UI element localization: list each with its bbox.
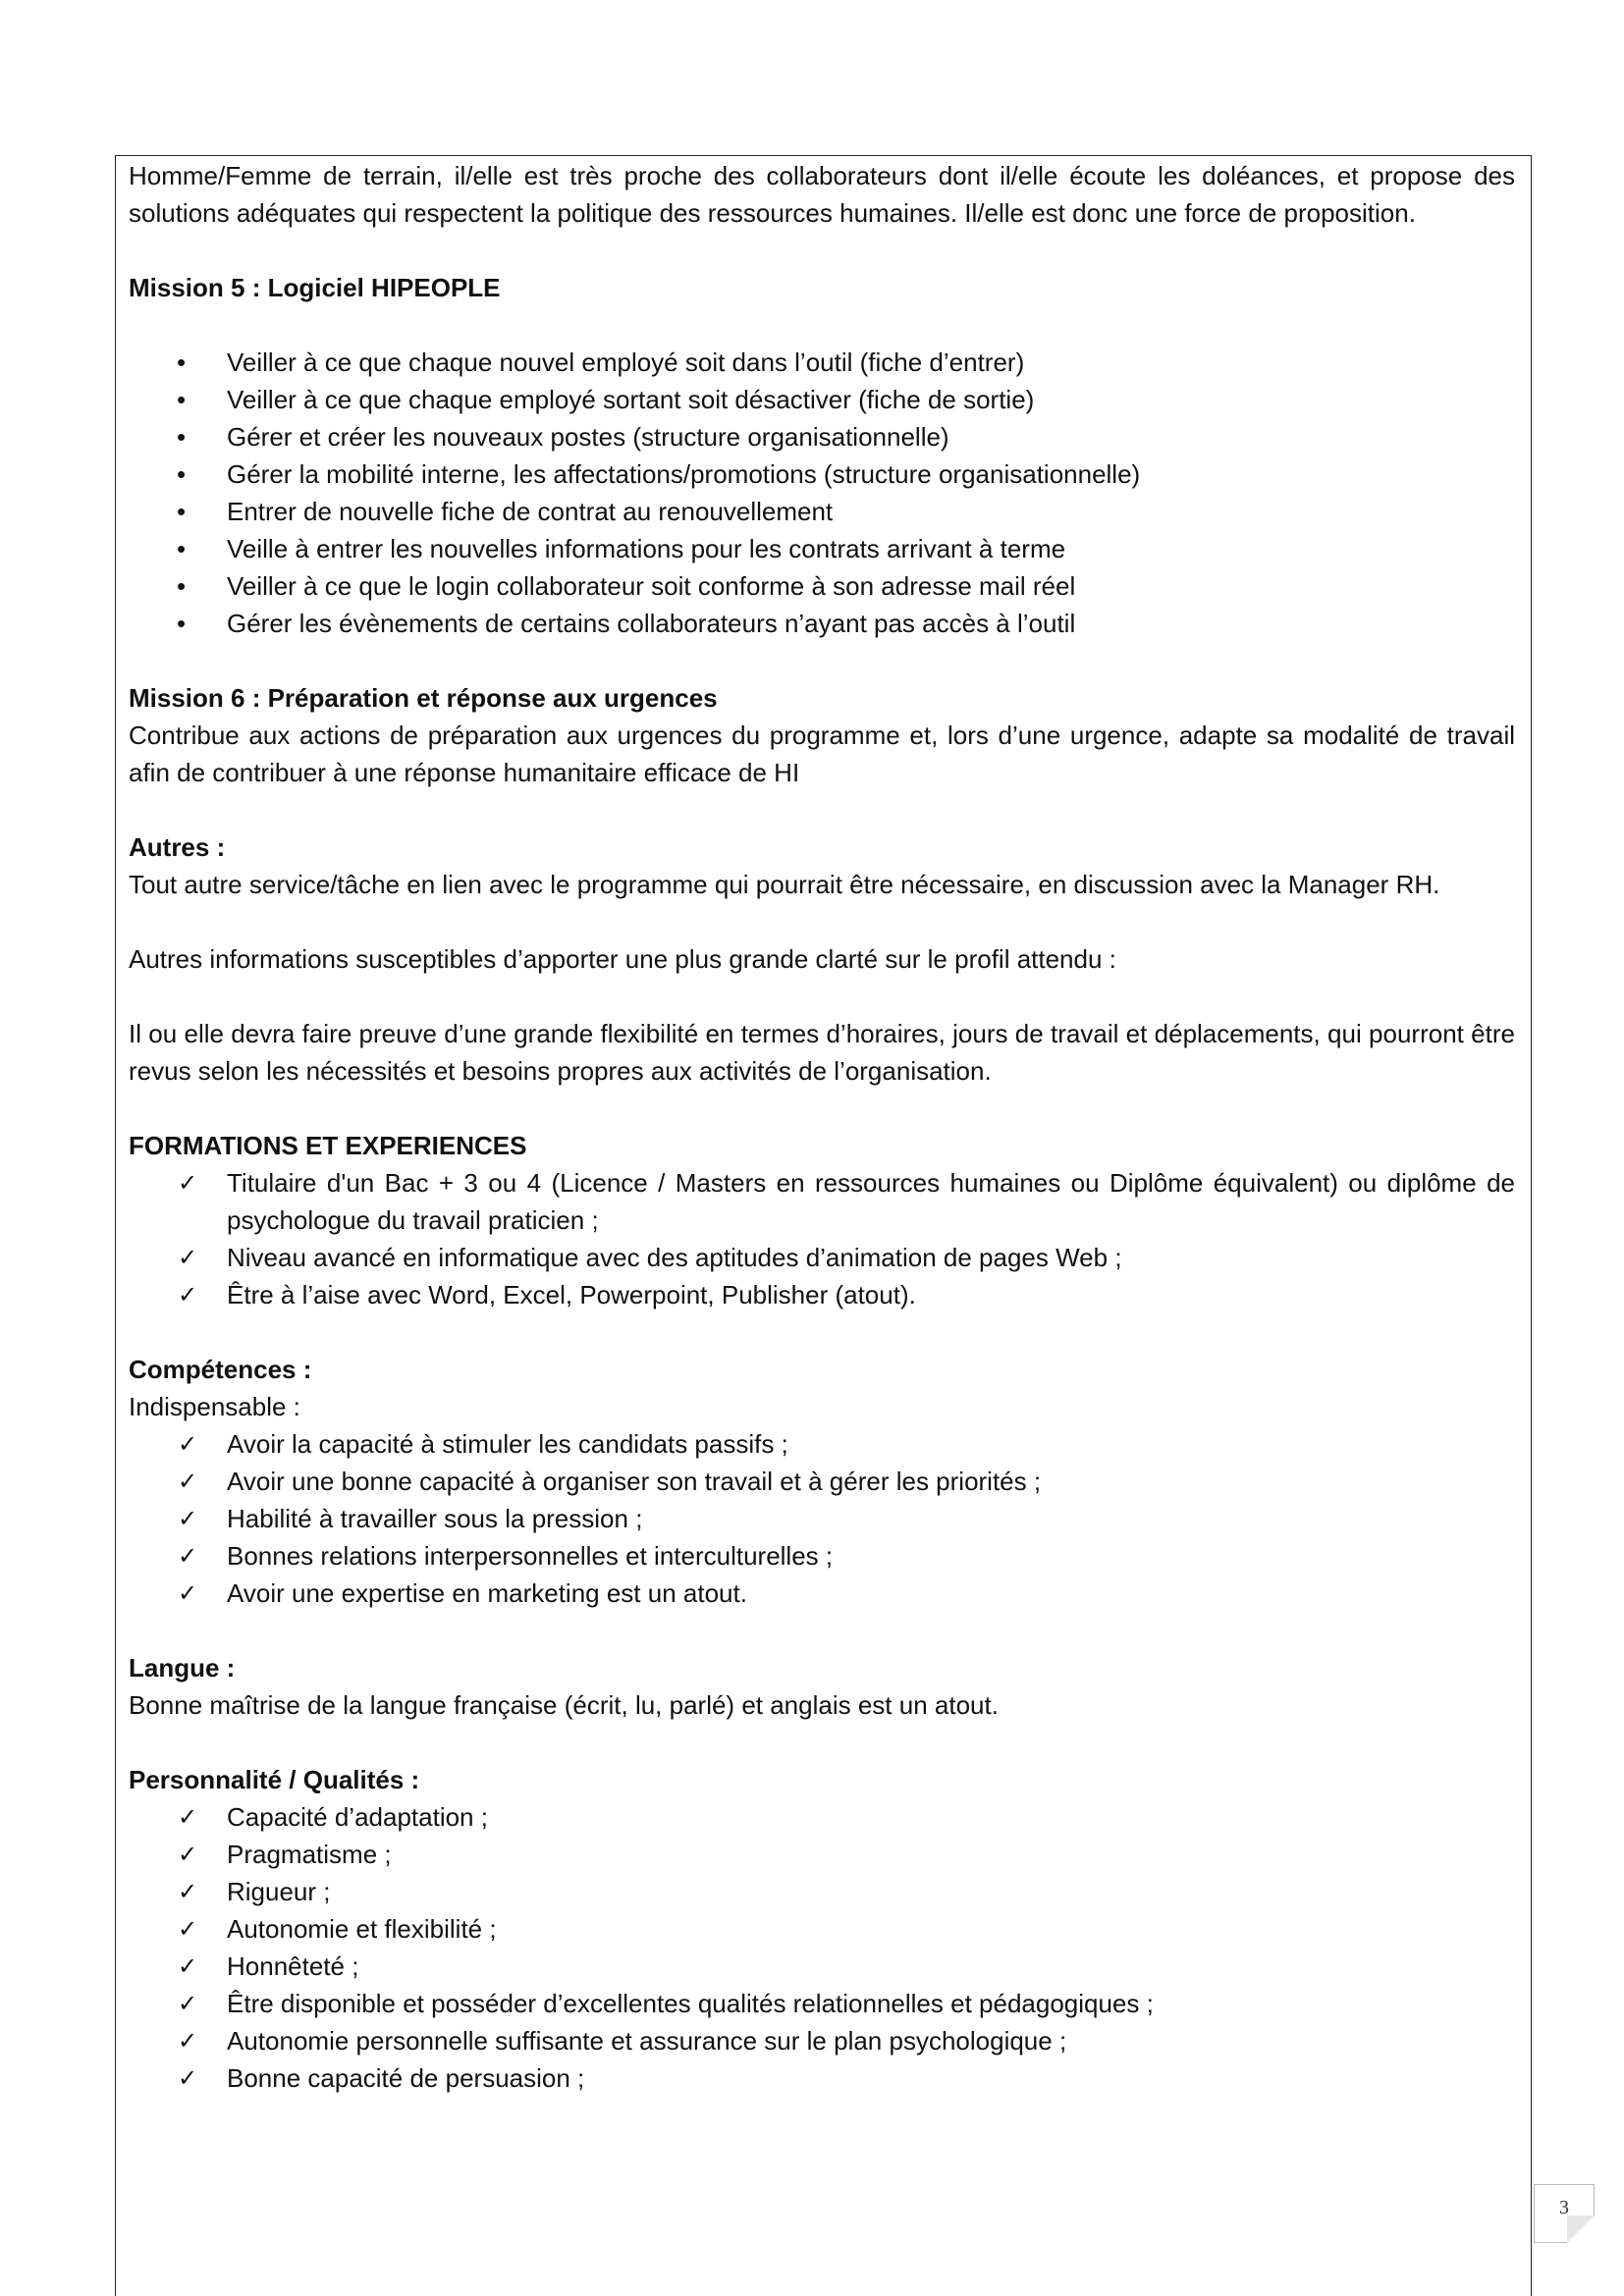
flexibilite-text: Il ou elle devra faire preuve d’une grande flexibilité en termes d’horaires, jours de travail et déplacements, qui pourront être revus selon les nécessités et besoins propres aux activités de l’organisation. <box>129 1019 1515 1086</box>
list-item: ✓ Avoir la capacité à stimuler les candidats passifs ; <box>129 1425 1515 1463</box>
mission5-list <box>129 344 1515 642</box>
list-item: ✓ Bonne capacité de persuasion ; <box>129 2059 1515 2097</box>
check-icon: ✓ <box>178 1244 198 1271</box>
autres-text: Tout autre service/tâche en lien avec le programme qui pourrait être nécessaire, en discussion avec la Manager RH. <box>129 870 1440 899</box>
competences-heading: Compétences : <box>129 1355 312 1384</box>
check-icon: ✓ <box>178 1430 198 1458</box>
page-number: 3 <box>1559 2197 1569 2218</box>
list-item: ✓ Autonomie et flexibilité ; <box>129 1910 1515 1948</box>
list-item: ✓ Être à l’aise avec Word, Excel, Powerpoint, Publisher (atout). <box>129 1276 1515 1313</box>
list-item: ✓ Avoir une expertise en marketing est un atout. <box>129 1575 1515 1612</box>
list-item: ✓ Titulaire d'un Bac + 3 ou 4 (Licence / Masters en ressources humaines ou Diplôme équivalent) ou diplôme de psychologue du travail praticien ; <box>129 1164 1515 1239</box>
list-item: ✓ Bonnes relations interpersonnelles et interculturelles ; <box>129 1537 1515 1575</box>
check-icon: ✓ <box>178 2027 198 2055</box>
intro-paragraph: Homme/Femme de terrain, il/elle est très proche des collaborateurs dont il/elle écoute les doléances, et propose des solutions adéquates qui respectent la politique des ressources humaines. Il/elle est donc une force de proposition. <box>129 161 1515 228</box>
check-icon: ✓ <box>178 1878 198 1905</box>
check-icon: ✓ <box>178 1542 198 1570</box>
list-item: • Gérer la mobilité interne, les affectations/promotions (structure organisationnelle) <box>129 455 1515 493</box>
list-item: ✓ Autonomie personnelle suffisante et assurance sur le plan psychologique ; <box>129 2022 1515 2059</box>
langue-text: Bonne maîtrise de la langue française (écrit, lu, parlé) et anglais est un atout. <box>129 1690 999 1720</box>
page-number-box <box>1534 2184 1595 2243</box>
check-icon: ✓ <box>178 1990 198 2017</box>
list-item: ✓ Rigueur ; <box>129 1873 1515 1910</box>
list-item: ✓ Avoir une bonne capacité à organiser son travail et à gérer les priorités ; <box>129 1463 1515 1500</box>
check-icon: ✓ <box>178 1468 198 1495</box>
autres-infos-text: Autres informations susceptibles d’apporter une plus grande clarté sur le profil attendu : <box>129 944 1116 974</box>
check-icon: ✓ <box>178 1579 198 1607</box>
formations-list <box>129 1164 1515 1313</box>
list-item: ✓ Capacité d’adaptation ; <box>129 1798 1515 1836</box>
mission6-heading: Mission 6 : Préparation et réponse aux urgences <box>129 683 718 713</box>
personnalite-list <box>129 1798 1515 2097</box>
check-icon: ✓ <box>178 1915 198 1943</box>
mission6-text: Contribue aux actions de préparation aux urgences du programme et, lors d’une urgence, adapte sa modalité de travail afin de contribuer à une réponse humanitaire efficace de HI <box>129 721 1515 787</box>
list-item: • Gérer les évènements de certains collaborateurs n’ayant pas accès à l’outil <box>129 605 1515 642</box>
check-icon: ✓ <box>178 1281 198 1308</box>
list-item: • Veille à entrer les nouvelles informations pour les contrats arrivant à terme <box>129 530 1515 567</box>
list-item: • Entrer de nouvelle fiche de contrat au renouvellement <box>129 493 1515 530</box>
list-item: ✓ Pragmatisme ; <box>129 1836 1515 1873</box>
langue-heading: Langue : <box>129 1653 236 1682</box>
personnalite-heading: Personnalité / Qualités : <box>129 1765 420 1794</box>
document-body <box>129 157 1515 2097</box>
check-icon: ✓ <box>178 1505 198 1532</box>
list-item: • Gérer et créer les nouveaux postes (structure organisationnelle) <box>129 418 1515 455</box>
autres-heading: Autres : <box>129 832 226 862</box>
list-item: ✓ Habilité à travailler sous la pression ; <box>129 1500 1515 1537</box>
list-item: ✓ Niveau avancé en informatique avec des aptitudes d’animation de pages Web ; <box>129 1239 1515 1276</box>
check-icon: ✓ <box>178 1841 198 1868</box>
list-item: ✓ Être disponible et posséder d’excellentes qualités relationnelles et pédagogiques ; <box>129 1985 1515 2022</box>
check-icon: ✓ <box>178 1952 198 1980</box>
competences-list <box>129 1425 1515 1612</box>
competences-subtitle: Indispensable : <box>129 1392 300 1421</box>
check-icon: ✓ <box>178 1803 198 1831</box>
check-icon: ✓ <box>178 1169 198 1197</box>
list-item: • Veiller à ce que chaque nouvel employé soit dans l’outil (fiche d’entrer) <box>129 344 1515 381</box>
list-item: ✓ Honnêteté ; <box>129 1948 1515 1985</box>
mission5-heading: Mission 5 : Logiciel HIPEOPLE <box>129 273 501 302</box>
check-icon: ✓ <box>178 2064 198 2092</box>
formations-heading: FORMATIONS ET EXPERIENCES <box>129 1131 527 1160</box>
list-item: • Veiller à ce que le login collaborateur soit conforme à son adresse mail réel <box>129 567 1515 605</box>
list-item: • Veiller à ce que chaque employé sortant soit désactiver (fiche de sortie) <box>129 381 1515 418</box>
